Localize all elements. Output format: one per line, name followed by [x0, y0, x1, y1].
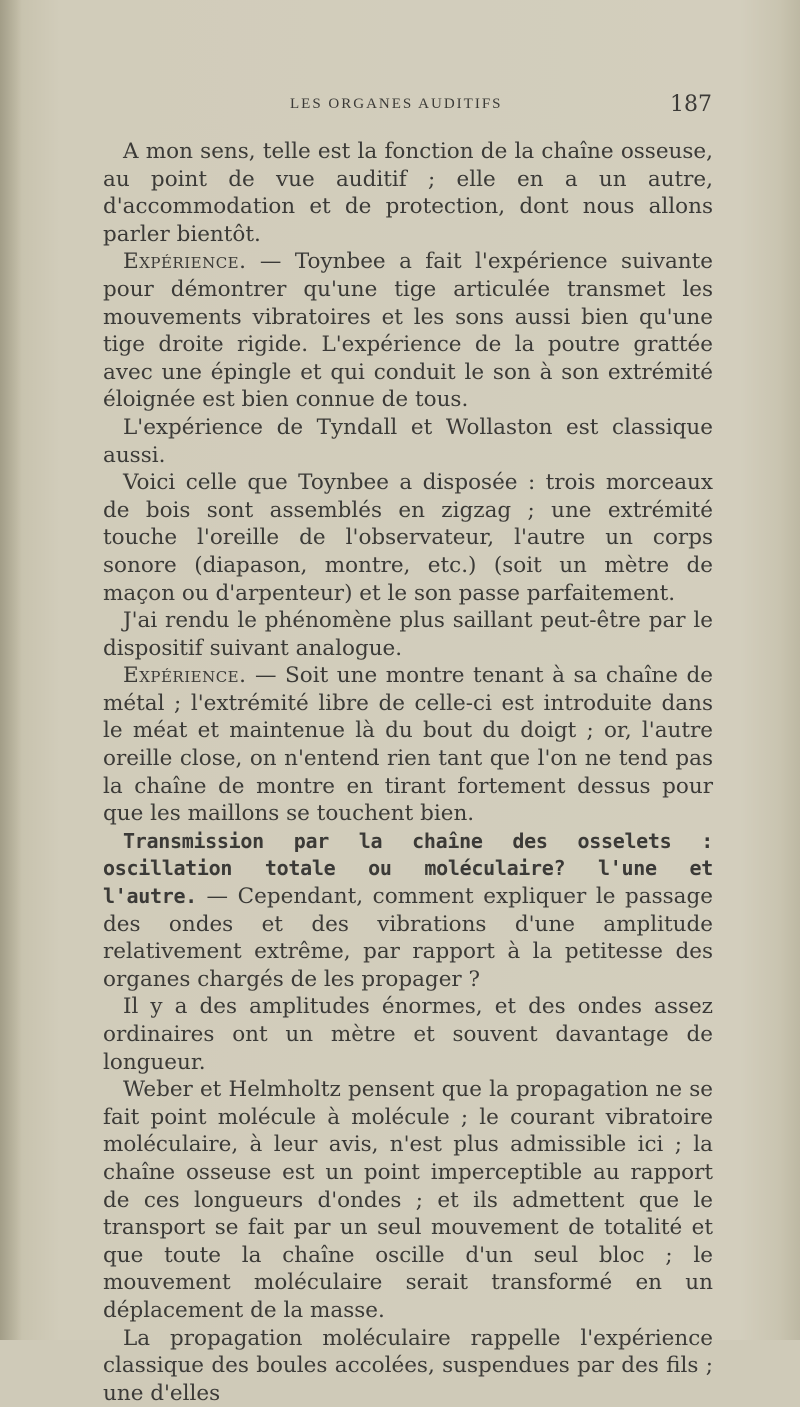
- paragraph: Il y a des amplitudes énormes, et des ondes assez ordinaires ont un mètre et souvent davantage de longueur.: [103, 994, 713, 1075]
- experiment-lead: Expérience.: [123, 663, 247, 689]
- experiment-lead: Expérience.: [123, 249, 247, 275]
- paragraph: L'expérience de Tyndall et Wollaston est classique aussi.: [103, 414, 713, 468]
- paragraph: J'ai rendu le phénomène plus saillant peut-être par le dispositif suivant analogue.: [103, 608, 713, 661]
- body-text: [103, 138, 713, 1407]
- running-head-title: LES ORGANES AUDITIFS: [290, 96, 503, 112]
- paragraph: Weber et Helmholtz pensent que la propagation ne se fait point molécule à molécule ; le courant vibratoire moléculaire, à leur avis, n'est plus admissible ici ; la chaîne osseuse est un point imperceptible au rapport de ces longueurs d'ondes ; et ils admettent que le transport se fait par un seul mouvement de totalité et que toute la chaîne oscille d'un seul bloc ; le mouvement moléculaire serait transformé en un déplacement de la masse.: [103, 1077, 713, 1323]
- section-heading: Transmission par la chaîne des osselets : oscillation totale ou moléculaire? l'une et l'autre.: [103, 828, 713, 909]
- paragraph: Expérience. — Toynbee a fait l'expérience suivante pour démontrer qu'une tige articulée transmet les mouvements vibratoires et les sons aussi bien qu'une tige droite rigide. L'expérience de la poutre grattée avec une épingle et qui conduit le son à son extrémité éloignée est bien connue de tous.: [103, 249, 713, 413]
- paragraph: Voici celle que Toynbee a disposée : trois morceaux de bois sont assemblés en zigzag ; une extrémité touche l'oreille de l'observateur, l'autre un corps sonore (diapason, montre, etc.) (soit un mètre de maçon ou d'arpenteur) et le son passe parfaitement.: [103, 470, 713, 606]
- paragraph: Transmission par la chaîne des osselets : oscillation totale ou moléculaire? l'une et l'autre. — Cependant, comment expliquer le passage des ondes et des vibrations d'une amplitude relativement extrême, par rapport à la petitesse des organes chargés de les propager ?: [103, 828, 713, 992]
- paragraph: La propagation moléculaire rappelle l'expérience classique des boules accolées, suspendues par des fils ; une d'elles: [103, 1325, 713, 1406]
- page-spine-shadow: [0, 0, 22, 1340]
- page-number: 187: [670, 92, 712, 117]
- paragraph: A mon sens, telle est la fonction de la chaîne osseuse, au point de vue auditif ; elle en a un autre, d'accommodation et de protection, dont nous allons parler bientôt.: [103, 139, 713, 247]
- running-head: [100, 92, 712, 120]
- paragraph: Expérience. — Soit une montre tenant à sa chaîne de métal ; l'extrémité libre de celle-ci est introduite dans le méat et maintenue là du bout du doigt ; or, l'autre oreille close, on n'entend rien tant que l'on ne tend pas la chaîne de montre en tirant fortement dessus pour que les maillons se touchent bien.: [103, 663, 713, 827]
